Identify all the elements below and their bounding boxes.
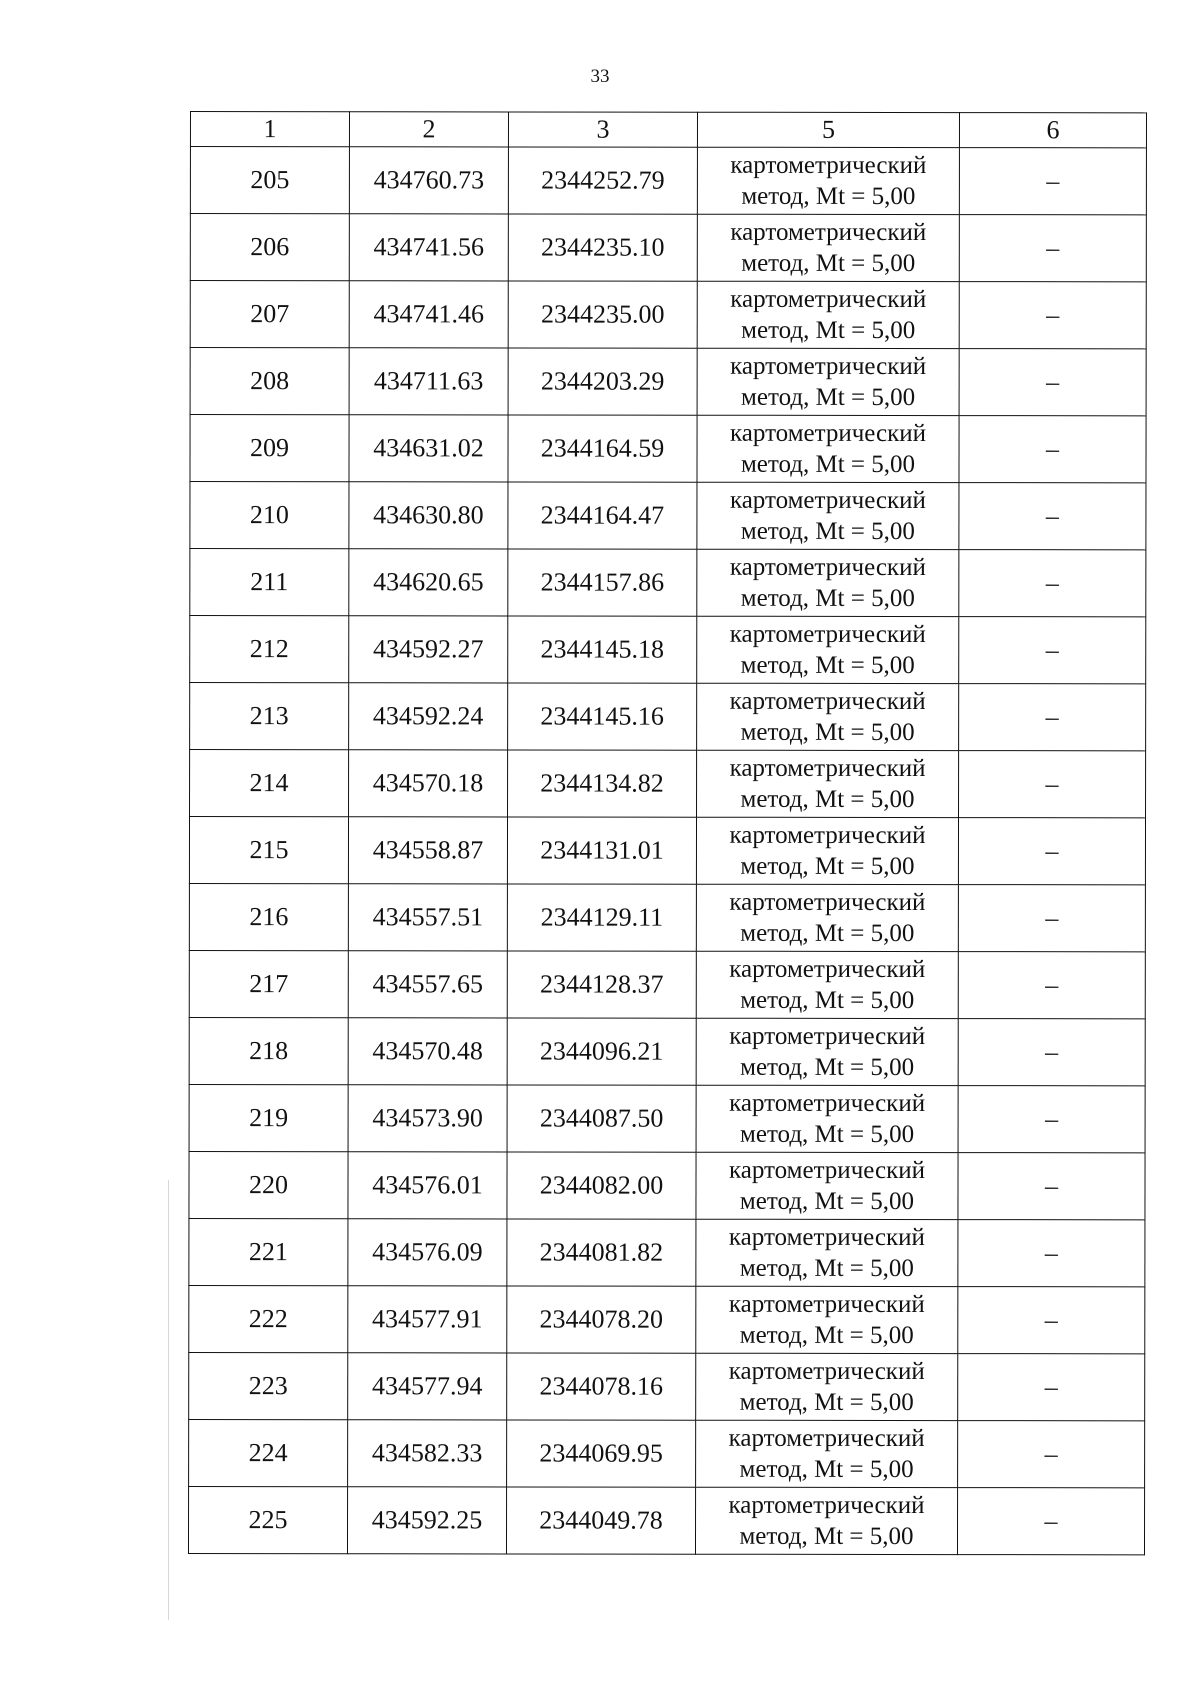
y-coordinate-cell: 2344235.10 bbox=[508, 214, 697, 281]
y-coordinate-cell: 2344203.29 bbox=[508, 348, 697, 415]
description-cell: – bbox=[959, 349, 1146, 416]
point-number-cell: 207 bbox=[190, 281, 349, 348]
x-coordinate-cell: 434631.02 bbox=[349, 415, 508, 482]
method-cell: картометрический метод, Mt = 5,00 bbox=[697, 482, 959, 549]
description-cell: – bbox=[958, 1354, 1145, 1421]
x-coordinate-cell: 434760.73 bbox=[349, 147, 508, 214]
method-cell: картометрический метод, Mt = 5,00 bbox=[695, 1487, 957, 1554]
description-cell: – bbox=[959, 751, 1146, 818]
header-cell-method: 5 bbox=[697, 112, 959, 147]
point-number-cell: 225 bbox=[188, 1486, 347, 1553]
x-coordinate-cell: 434592.25 bbox=[347, 1487, 506, 1554]
point-number-cell: 224 bbox=[189, 1419, 348, 1486]
table-body bbox=[188, 147, 1146, 1555]
method-cell: картометрический метод, Mt = 5,00 bbox=[697, 147, 959, 214]
point-number-cell: 221 bbox=[189, 1218, 348, 1285]
x-coordinate-cell: 434577.94 bbox=[348, 1353, 507, 1420]
method-cell: картометрический метод, Mt = 5,00 bbox=[697, 348, 959, 415]
point-number-cell: 205 bbox=[190, 147, 349, 214]
description-cell: – bbox=[959, 684, 1146, 751]
page-number: 33 bbox=[590, 66, 610, 87]
description-cell: – bbox=[958, 1019, 1145, 1086]
y-coordinate-cell: 2344252.79 bbox=[508, 147, 697, 214]
table-row bbox=[189, 1151, 1145, 1219]
y-coordinate-cell: 2344096.21 bbox=[507, 1018, 696, 1085]
y-coordinate-cell: 2344078.16 bbox=[507, 1353, 696, 1420]
description-cell: – bbox=[958, 1086, 1145, 1153]
y-coordinate-cell: 2344145.16 bbox=[508, 683, 697, 750]
table-row bbox=[190, 415, 1146, 483]
y-coordinate-cell: 2344081.82 bbox=[507, 1219, 696, 1286]
point-number-cell: 220 bbox=[189, 1151, 348, 1218]
description-cell: – bbox=[959, 617, 1146, 684]
table-header bbox=[190, 112, 1146, 148]
y-coordinate-cell: 2344069.95 bbox=[507, 1420, 696, 1487]
description-cell: – bbox=[958, 952, 1145, 1019]
description-cell: – bbox=[959, 550, 1146, 617]
method-cell: картометрический метод, Mt = 5,00 bbox=[696, 1420, 958, 1487]
description-cell: – bbox=[959, 148, 1146, 215]
y-coordinate-cell: 2344049.78 bbox=[506, 1487, 695, 1554]
table-row bbox=[189, 1419, 1145, 1487]
point-number-cell: 219 bbox=[189, 1084, 348, 1151]
method-cell: картометрический метод, Mt = 5,00 bbox=[697, 683, 959, 750]
point-number-cell: 206 bbox=[190, 214, 349, 281]
description-cell: – bbox=[959, 215, 1146, 282]
table-row bbox=[190, 281, 1146, 349]
x-coordinate-cell: 434557.51 bbox=[348, 884, 507, 951]
table-row bbox=[190, 214, 1146, 282]
description-cell: – bbox=[959, 483, 1146, 550]
table-row bbox=[189, 1218, 1145, 1286]
y-coordinate-cell: 2344129.11 bbox=[507, 884, 696, 951]
point-number-cell: 208 bbox=[190, 348, 349, 415]
y-coordinate-cell: 2344235.00 bbox=[508, 281, 697, 348]
x-coordinate-cell: 434573.90 bbox=[348, 1085, 507, 1152]
description-cell: – bbox=[959, 282, 1146, 349]
description-cell: – bbox=[959, 416, 1146, 483]
x-coordinate-cell: 434577.91 bbox=[348, 1286, 507, 1353]
description-cell: – bbox=[958, 1421, 1145, 1488]
description-cell: – bbox=[957, 1488, 1144, 1555]
point-number-cell: 213 bbox=[190, 683, 349, 750]
description-cell: – bbox=[958, 1153, 1145, 1220]
x-coordinate-cell: 434576.09 bbox=[348, 1219, 507, 1286]
x-coordinate-cell: 434620.65 bbox=[349, 549, 508, 616]
x-coordinate-cell: 434630.80 bbox=[349, 482, 508, 549]
method-cell: картометрический метод, Mt = 5,00 bbox=[696, 1219, 958, 1286]
x-coordinate-cell: 434570.48 bbox=[348, 1018, 507, 1085]
table-row bbox=[189, 817, 1145, 885]
point-number-cell: 223 bbox=[189, 1352, 348, 1419]
table-row bbox=[188, 1486, 1144, 1554]
x-coordinate-cell: 434741.46 bbox=[349, 281, 508, 348]
method-cell: картометрический метод, Mt = 5,00 bbox=[696, 1353, 958, 1420]
y-coordinate-cell: 2344145.18 bbox=[508, 616, 697, 683]
y-coordinate-cell: 2344082.00 bbox=[507, 1152, 696, 1219]
point-number-cell: 211 bbox=[190, 549, 349, 616]
x-coordinate-cell: 434711.63 bbox=[349, 348, 508, 415]
method-cell: картометрический метод, Mt = 5,00 bbox=[696, 1152, 958, 1219]
method-cell: картометрический метод, Mt = 5,00 bbox=[696, 1085, 958, 1152]
method-cell: картометрический метод, Mt = 5,00 bbox=[696, 951, 958, 1018]
table-row bbox=[189, 950, 1145, 1018]
table-row bbox=[190, 683, 1146, 751]
table-row bbox=[190, 549, 1146, 617]
table-row bbox=[190, 616, 1146, 684]
method-cell: картометрический метод, Mt = 5,00 bbox=[697, 549, 959, 616]
coordinates-table bbox=[188, 111, 1147, 1555]
description-cell: – bbox=[958, 818, 1145, 885]
header-row bbox=[190, 112, 1146, 148]
y-coordinate-cell: 2344164.59 bbox=[508, 415, 697, 482]
method-cell: картометрический метод, Mt = 5,00 bbox=[697, 616, 959, 683]
y-coordinate-cell: 2344131.01 bbox=[507, 817, 696, 884]
table-row bbox=[189, 883, 1145, 951]
table-row bbox=[189, 1285, 1145, 1353]
table-row bbox=[189, 1084, 1145, 1152]
y-coordinate-cell: 2344078.20 bbox=[507, 1286, 696, 1353]
description-cell: – bbox=[958, 885, 1145, 952]
point-number-cell: 215 bbox=[189, 817, 348, 884]
description-cell: – bbox=[958, 1287, 1145, 1354]
x-coordinate-cell: 434557.65 bbox=[348, 951, 507, 1018]
y-coordinate-cell: 2344128.37 bbox=[507, 951, 696, 1018]
x-coordinate-cell: 434570.18 bbox=[349, 750, 508, 817]
table-row bbox=[189, 1017, 1145, 1085]
table-row bbox=[190, 482, 1146, 550]
x-coordinate-cell: 434558.87 bbox=[348, 817, 507, 884]
method-cell: картометрический метод, Mt = 5,00 bbox=[697, 415, 959, 482]
method-cell: картометрический метод, Mt = 5,00 bbox=[696, 1018, 958, 1085]
x-coordinate-cell: 434592.24 bbox=[349, 683, 508, 750]
table-row bbox=[190, 147, 1146, 215]
point-number-cell: 212 bbox=[190, 616, 349, 683]
y-coordinate-cell: 2344134.82 bbox=[508, 750, 697, 817]
x-coordinate-cell: 434576.01 bbox=[348, 1152, 507, 1219]
point-number-cell: 222 bbox=[189, 1285, 348, 1352]
description-cell: – bbox=[958, 1220, 1145, 1287]
x-coordinate-cell: 434582.33 bbox=[348, 1420, 507, 1487]
point-number-cell: 209 bbox=[190, 415, 349, 482]
method-cell: картометрический метод, Mt = 5,00 bbox=[697, 214, 959, 281]
point-number-cell: 214 bbox=[190, 750, 349, 817]
method-cell: картометрический метод, Mt = 5,00 bbox=[696, 817, 958, 884]
header-cell-description: 6 bbox=[959, 113, 1146, 148]
method-cell: картометрический метод, Mt = 5,00 bbox=[696, 884, 958, 951]
table-row bbox=[190, 348, 1146, 416]
method-cell: картометрический метод, Mt = 5,00 bbox=[696, 1286, 958, 1353]
point-number-cell: 217 bbox=[189, 950, 348, 1017]
x-coordinate-cell: 434741.56 bbox=[349, 214, 508, 281]
table-row bbox=[189, 1352, 1145, 1420]
table-row bbox=[190, 750, 1146, 818]
header-cell-point: 1 bbox=[190, 112, 349, 147]
method-cell: картометрический метод, Mt = 5,00 bbox=[697, 750, 959, 817]
y-coordinate-cell: 2344164.47 bbox=[508, 482, 697, 549]
point-number-cell: 210 bbox=[190, 482, 349, 549]
header-cell-y: 3 bbox=[508, 112, 697, 147]
header-cell-x: 2 bbox=[349, 112, 508, 147]
y-coordinate-cell: 2344157.86 bbox=[508, 549, 697, 616]
point-number-cell: 216 bbox=[189, 883, 348, 950]
scan-artifact-line bbox=[168, 1180, 169, 1620]
y-coordinate-cell: 2344087.50 bbox=[507, 1085, 696, 1152]
x-coordinate-cell: 434592.27 bbox=[349, 616, 508, 683]
point-number-cell: 218 bbox=[189, 1017, 348, 1084]
method-cell: картометрический метод, Mt = 5,00 bbox=[697, 281, 959, 348]
